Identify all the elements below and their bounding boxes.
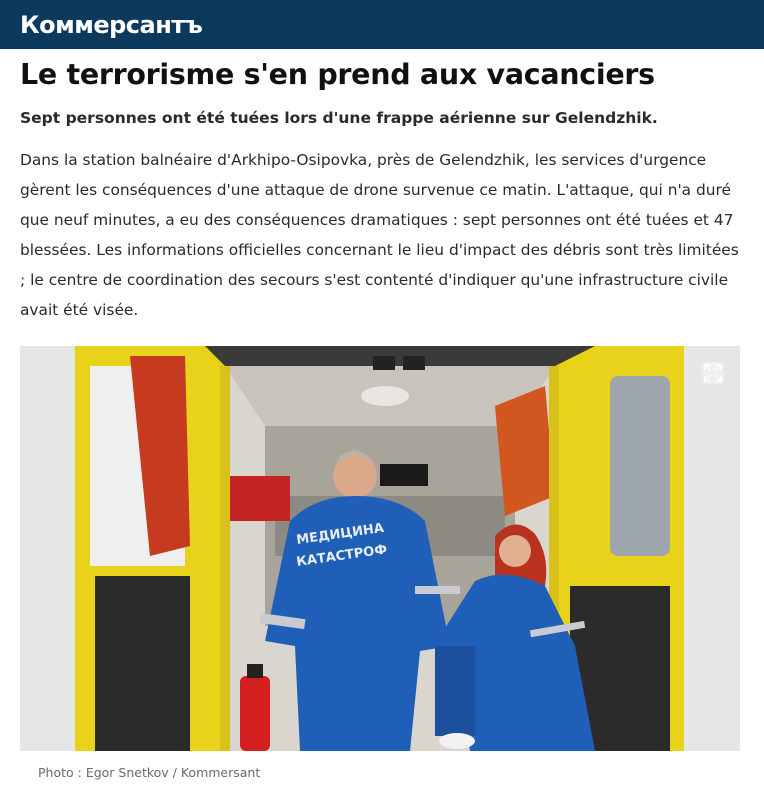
article-photo-figure	[20, 346, 740, 751]
expand-photo-button[interactable]	[702, 362, 724, 384]
expand-icon	[702, 362, 724, 384]
article-subtitle: Sept personnes ont été tuées lors d'une frappe aérienne sur Gelendzhik.	[20, 109, 658, 127]
article-lead: Dans la station balnéaire d'Arkhipo-Osipovka, près de Gelendzhik, les services d'urgence gèrent les conséquences d'une attaque de drone survenue ce matin. L'attaque, qui n'a duré que neuf minutes, a eu des conséquences dramatiques : sept personnes ont été tuées et 47 blessées. Les informations officielles concernant le lieu d'impact des débris sont très limitées ; le centre de coordination des secours s'est contenté d'indiquer qu'une infrastructure civile avait été visée.	[20, 151, 739, 319]
site-logo[interactable]: Коммерсантъ	[20, 10, 203, 39]
article-photo	[75, 346, 684, 751]
article	[0, 58, 764, 780]
ambulance-scene-image	[75, 346, 684, 751]
jacket-text-line2: КАТАСТРОФ	[295, 542, 389, 570]
jacket-text-line1: МЕДИЦИНА	[295, 520, 385, 548]
photo-caption: Photo : Egor Snetkov / Kommersant	[38, 765, 261, 780]
article-title: Le terrorisme s'en prend aux vacanciers	[20, 58, 655, 91]
masthead	[0, 0, 764, 49]
